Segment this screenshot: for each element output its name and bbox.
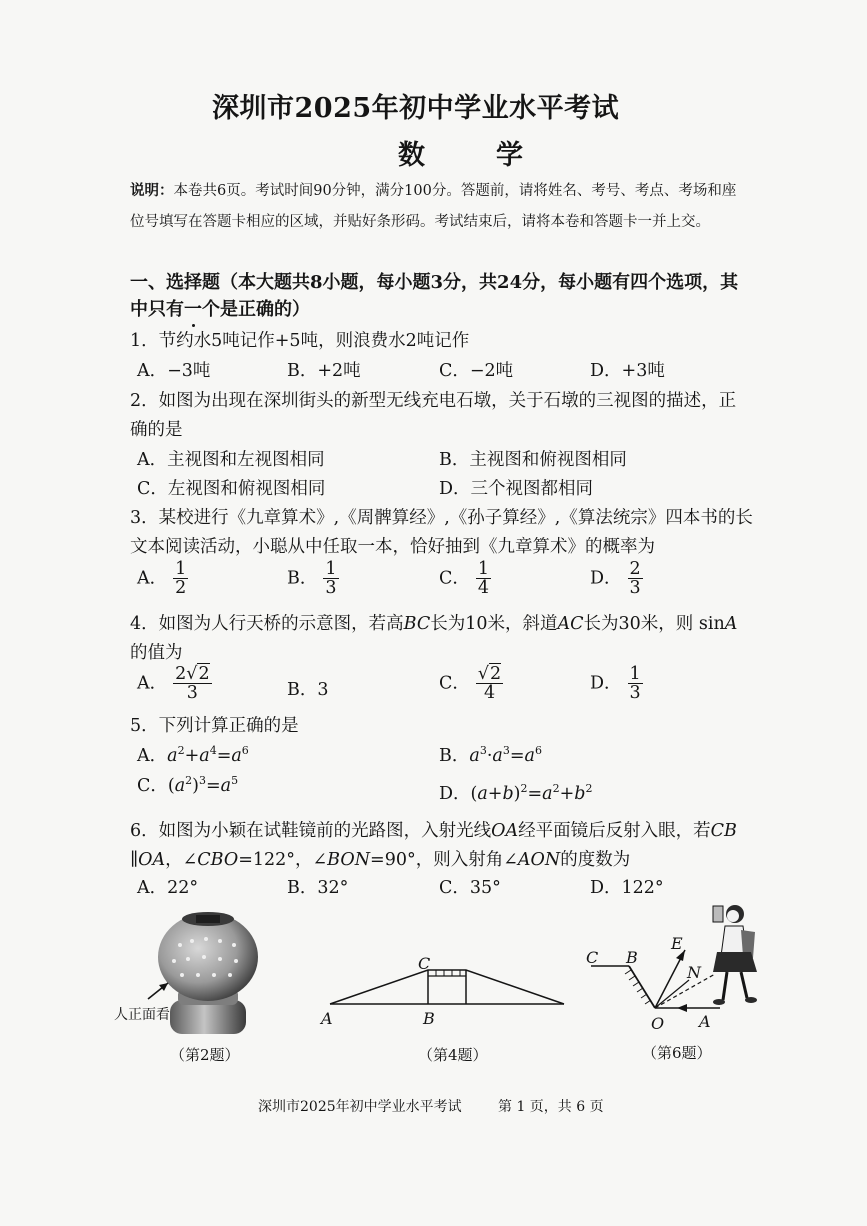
instructions: [130, 175, 740, 238]
q3-option-b: B． $\frac{1}{3}$: [287, 559, 337, 599]
fig4-label-a: A: [321, 1009, 333, 1028]
q5-stem: 5．下列计算正确的是: [130, 716, 299, 736]
fig6-caption: （第6题）: [642, 1044, 712, 1062]
railing-posts: [436, 970, 460, 976]
pier-body: [158, 913, 258, 1001]
q2-stem-line1: 2．如图为出现在深圳街头的新型无线充电石墩，关于石墩的三视图的描述，正: [130, 391, 737, 411]
fig6-label-o: O: [651, 1014, 665, 1033]
section-heading-line1: 一、选择题（本大题共8小题，每小题3分，共24分，每小题有四个选项，其: [130, 272, 739, 293]
fig2-arrow-label: 人正面看: [114, 1007, 170, 1023]
emphasis-dot: 一: [184, 299, 202, 320]
figure-4-bridge: [320, 960, 570, 1010]
pier-base: [170, 1000, 246, 1034]
figure-6-light-path: [585, 900, 765, 1020]
fig6-label-a: A: [699, 1012, 711, 1031]
q3-option-a: A． $\frac{1}{2}$: [137, 559, 187, 599]
q3-stem-line1: 3．某校进行《九章算术》,《周髀算经》,《孙子算经》,《算法统宗》四本书的长: [130, 508, 753, 528]
skirt: [713, 952, 757, 972]
q4-stem-line2: 的值为: [130, 643, 183, 663]
fig2-caption: （第2题）: [170, 1046, 240, 1064]
fig6-label-n: N: [687, 963, 701, 982]
subject-title: 数 学: [398, 140, 545, 171]
q5-option-a: A．$a^2+a^4=a^6$: [137, 744, 249, 766]
ray-oa-arrow: [677, 1004, 687, 1012]
section-heading-line2: 中只有一个是正确的）: [130, 299, 310, 320]
q4-option-d: D． $\frac{1}{3}$: [590, 664, 641, 704]
book: [713, 906, 723, 922]
fig4-label-c: C: [418, 954, 431, 973]
q5-option-d: D．$(a+b)^2=a^2+b^2$: [439, 782, 593, 804]
q6-option-c: C．35°: [439, 878, 501, 898]
q4-option-b: B．3: [287, 680, 329, 700]
q1-option-d: D．+3吨: [590, 361, 665, 381]
girl-figure: [713, 905, 757, 1005]
q6-option-b: B．32°: [287, 878, 349, 898]
q2-option-c: C．左视图和俯视图相同: [137, 479, 326, 499]
q5-option-b: B．$a^3\cdot a^3=a^6$: [439, 744, 542, 766]
fig6-label-e: E: [671, 934, 683, 953]
q1-stem: 1．节约水5吨记作+5吨，则浪费水2吨记作: [130, 331, 470, 351]
q6-stem-line1: 6．如图为小颖在试鞋镜前的光路图，入射光线OA经平面镜后反射入眼，若CB: [130, 821, 737, 841]
q3-option-d: D． $\frac{2}{3}$: [590, 559, 641, 599]
normal-on: [655, 980, 689, 1008]
q2-option-a: A．主视图和左视图相同: [137, 450, 325, 470]
q2-option-d: D．三个视图都相同: [439, 479, 594, 499]
mirror: [629, 966, 655, 1008]
q2-stem-line2: 确的是: [130, 420, 183, 440]
fig4-label-b: B: [423, 1009, 435, 1028]
footer-page-number: 第 1 页，共 6 页: [498, 1099, 604, 1115]
q1-option-b: B．+2吨: [287, 361, 361, 381]
q4-stem-line1: 4．如图为人行天桥的示意图，若高BC长为10米，斜道AC长为30米，则 sinA: [130, 614, 738, 634]
q2-option-b: B．主视图和俯视图相同: [439, 450, 627, 470]
q6-option-a: A．22°: [137, 878, 199, 898]
q6-option-d: D．122°: [590, 878, 664, 898]
q4-option-a: A． $\frac{2√2}{3}$: [137, 664, 210, 704]
q3-option-c: C． $\frac{1}{4}$: [439, 559, 490, 599]
exam-title: 深圳市2025年初中学业水平考试: [212, 93, 620, 124]
q3-stem-line2: 文本阅读活动，小聪从中任取一本，恰好抽到《九章算术》的概率为: [130, 537, 655, 557]
instructions-text: 本卷共6页。考试时间90分钟，满分100分。答题前，请将姓名、考号、考点、考场和座位号填写在答题卡相应的区域，并贴好条形码。考试结束后，请将本卷和答题卡一并上交。: [130, 183, 737, 230]
fig6-label-b: B: [626, 948, 638, 967]
bridge-slopes: [330, 970, 564, 1004]
footer-exam-name: 深圳市2025年初中学业水平考试: [258, 1099, 462, 1115]
instructions-label: 说明：: [130, 182, 174, 199]
q1-option-a: A．−3吨: [137, 361, 211, 381]
charging-pad: [196, 915, 220, 923]
fig6-label-c: C: [586, 948, 599, 967]
q5-option-c: C．$(a^2)^3=a^5$: [137, 774, 239, 796]
q1-option-c: C．−2吨: [439, 361, 514, 381]
fig4-caption: （第4题）: [418, 1046, 488, 1064]
mirror-hatch: [625, 970, 651, 1004]
q6-stem-line2: ∥OA，∠CBO=122°，∠BON=90°，则入射角∠AON的度数为: [130, 850, 631, 870]
q4-option-c: C． $\frac{√2}{4}$: [439, 664, 502, 704]
